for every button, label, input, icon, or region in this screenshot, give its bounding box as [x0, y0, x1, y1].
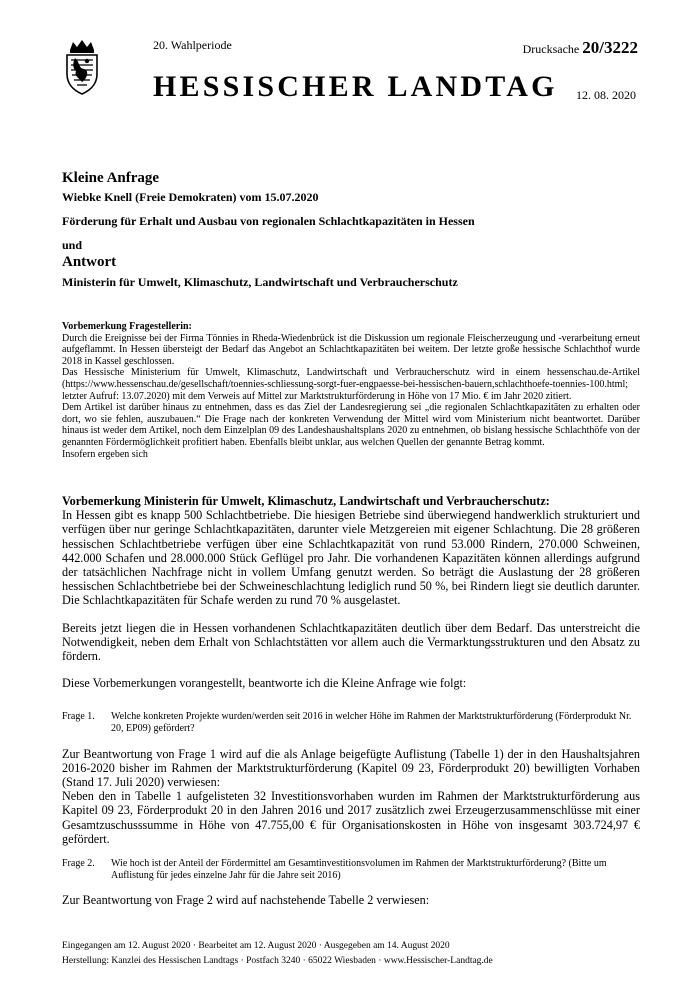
und-line: und — [62, 238, 83, 252]
vorbemerkung-fragestellerin — [62, 321, 640, 460]
document-date: 12. 08. 2020 — [576, 88, 636, 102]
antwort-1-p1: Zur Beantwortung von Frage 1 wird auf die als Anlage beigefügte Auflistung (Tabelle 1) der in den Haushaltsjahren 2016-2020 bisher im Rahmen der Marktstrukturförderung (Kapitel 09 23, Förderprodukt 20) bewilligten Vorhaben (Stand 17. Juli 2020) verwiesen: — [62, 746, 640, 790]
frage-2-label: Frage 2. — [62, 858, 95, 870]
vorbemerkung-fragestellerin-p1: Durch die Ereignisse bei der Firma Tönnies in Rheda-Wiedenbrück ist die Diskussion um regionale Fleischerzeugung und -verarbeitung erneut aufgeflammt. In Hessen übersteigt der Bedarf das Angebot an Schlachtkapazitäten bei weitem. Der letzte große hessische Schlachthof wurde 2018 in Kassel geschlossen. — [62, 332, 640, 367]
document-title: HESSISCHER LANDTAG — [153, 70, 558, 103]
vorbemerkung-ministerin-p3: Diese Vorbemerkungen vorangestellt, beantworte ich die Kleine Anfrage wie folgt: — [62, 676, 467, 691]
vorbemerkung-fragestellerin-p2: Das Hessische Ministerium für Umwelt, Klimaschutz, Landwirtschaft und Verbraucherschutz wird in einem hessenschau.de-Artikel (https://www.hessenschau.de/gesellschaft/toennies-schliessung-sorgt-fuer-engpaesse-bei-hessischen-bauern,schlachthoefe-toennies-100.html; letzter Aufruf: 13.07.2020) mit dem Verweis auf Mittel zur Marktstrukturförderung in Höhe von 17 Mio. € im Jahr 2020 zitiert. — [62, 367, 640, 402]
topic-line: Förderung für Erhalt und Ausbau von regionalen Schlachtkapazitäten in Hessen — [62, 214, 475, 228]
drucksache-number: 20/3222 — [582, 38, 638, 57]
subject-block — [62, 170, 642, 299]
footer-dates: Eingegangen am 12. August 2020 · Bearbeitet am 12. August 2020 · Ausgegeben am 14. August 2020 — [62, 941, 450, 951]
antwort-heading: Antwort — [62, 254, 117, 270]
vorbemerkung-ministerin-title: Vorbemerkung Ministerin für Umwelt, Klimaschutz, Landwirtschaft und Verbraucherschutz: — [62, 494, 550, 508]
wahlperiode: 20. Wahlperiode — [153, 38, 232, 52]
antwort-1-p2: Neben den in Tabelle 1 aufgelisteten 32 Investitionsvorhaben wurden im Rahmen der Marktstrukturförderung aus Kapitel 09 23, Förderprodukt 20 in den Jahren 2016 und 2017 zusätzlich zwei Erzeugerzusammenschlüsse mit einer Gesamtzuschusssumme in Höhe von 47.755,00 € für Organisationskosten in Höhe von insgesamt 303.724,97 € gefördert. — [62, 789, 640, 846]
main-body — [62, 494, 640, 907]
vorbemerkung-ministerin-p1: In Hessen gibt es knapp 500 Schlachtbetriebe. Die hiesigen Betriebe sind überwiegend handwerklich strukturiert und verfügen über nur geringe Schlachtkapazitäten, darunter viele Metzgereien mit eigener Schlachtung. Die 28 größeren hessischen Schlachtbetriebe verfügen über eine Schlachtkapazität von rund 53.000 Rindern, 270.000 Schweinen, 442.000 Schafen und 28.000.000 Stück Geflügel pro Jahr. Die vorhandenen Kapazitäten können allerdings aufgrund der tatsächlichen Nachfrage nicht in vollem Umfang genutzt werden. So beträgt die Auslastung der 28 größeren hessischen Schlachtbetriebe bei der Schweineschlachtung lediglich rund 50 %, bei Rindern liegt sie deutlich darunter. Die Schlachtkapazitäten für Schafe werden zu rund 70 % ausgelastet. — [62, 508, 640, 608]
drucksache — [523, 38, 638, 58]
vorbemerkung-ministerin-p2: Bereits jetzt liegen die in Hessen vorhandenen Schlachtkapazitäten deutlich über dem Bedarf. Das unterstreicht die Notwendigkeit, neben dem Erhalt von Schlachtstätten vor allem auch die Vermarktungsstrukturen und den Absatz zu fördern. — [62, 620, 640, 664]
frage-1-label: Frage 1. — [62, 711, 95, 723]
ministry-line: Ministerin für Umwelt, Klimaschutz, Landwirtschaft und Verbraucherschutz — [62, 275, 458, 289]
antwort-2: Zur Beantwortung von Frage 2 wird auf nachstehende Tabelle 2 verwiesen: — [62, 893, 430, 908]
frage-1 — [62, 711, 640, 734]
frage-2 — [62, 858, 640, 881]
frage-1-text: Welche konkreten Projekte wurden/werden seit 2016 in welcher Höhe im Rahmen der Marktstrukturförderung (Förderprodukt Nr. 20, EP09) gefördert? — [111, 711, 632, 735]
vorbemerkung-fragestellerin-title: Vorbemerkung Fragestellerin: — [62, 321, 192, 332]
vorbemerkung-fragestellerin-p3: Dem Artikel ist darüber hinaus zu entnehmen, dass es das Ziel der Landesregierung sei „die regionalen Schlachtkapazitäten zu erhalten oder dort, wo sie fehlen, auszubauen.“ Die Frage nach der konkreten Verwendung der Mittel wird vom Ministerium nicht beantwortet. Darüber hinaus ist weder dem Artikel, noch dem Einzelplan 09 des Landeshaushaltsplans 2020 zu entnehmen, ob bislang hessische Schlachthöfe von der genannten Fördermöglichkeit profitiert haben. Ebenfalls bleibt unklar, aus welchen Quellen der genannte Betrag kommt. — [62, 402, 640, 448]
author-line: Wiebke Knell (Freie Demokraten) vom 15.07.2020 — [62, 190, 319, 204]
vorbemerkung-fragestellerin-p4: Insofern ergeben sich — [62, 448, 148, 460]
frage-2-text: Wie hoch ist der Anteil der Fördermittel am Gesamtinvestitionsvolumen im Rahmen der Marktstrukturförderung? (Bitte um Auflistung für jedes einzelne Jahr für die Jahre seit 2016) — [111, 858, 607, 881]
kleine-anfrage-heading: Kleine Anfrage — [62, 170, 160, 186]
footer-imprint: Herstellung: Kanzlei des Hessischen Landtags · Postfach 3240 · 65022 Wiesbaden · www.Hessischer-Landtag.de — [62, 956, 493, 966]
hessen-coat-of-arms-icon — [62, 38, 102, 96]
drucksache-label: Drucksache — [522, 42, 580, 56]
